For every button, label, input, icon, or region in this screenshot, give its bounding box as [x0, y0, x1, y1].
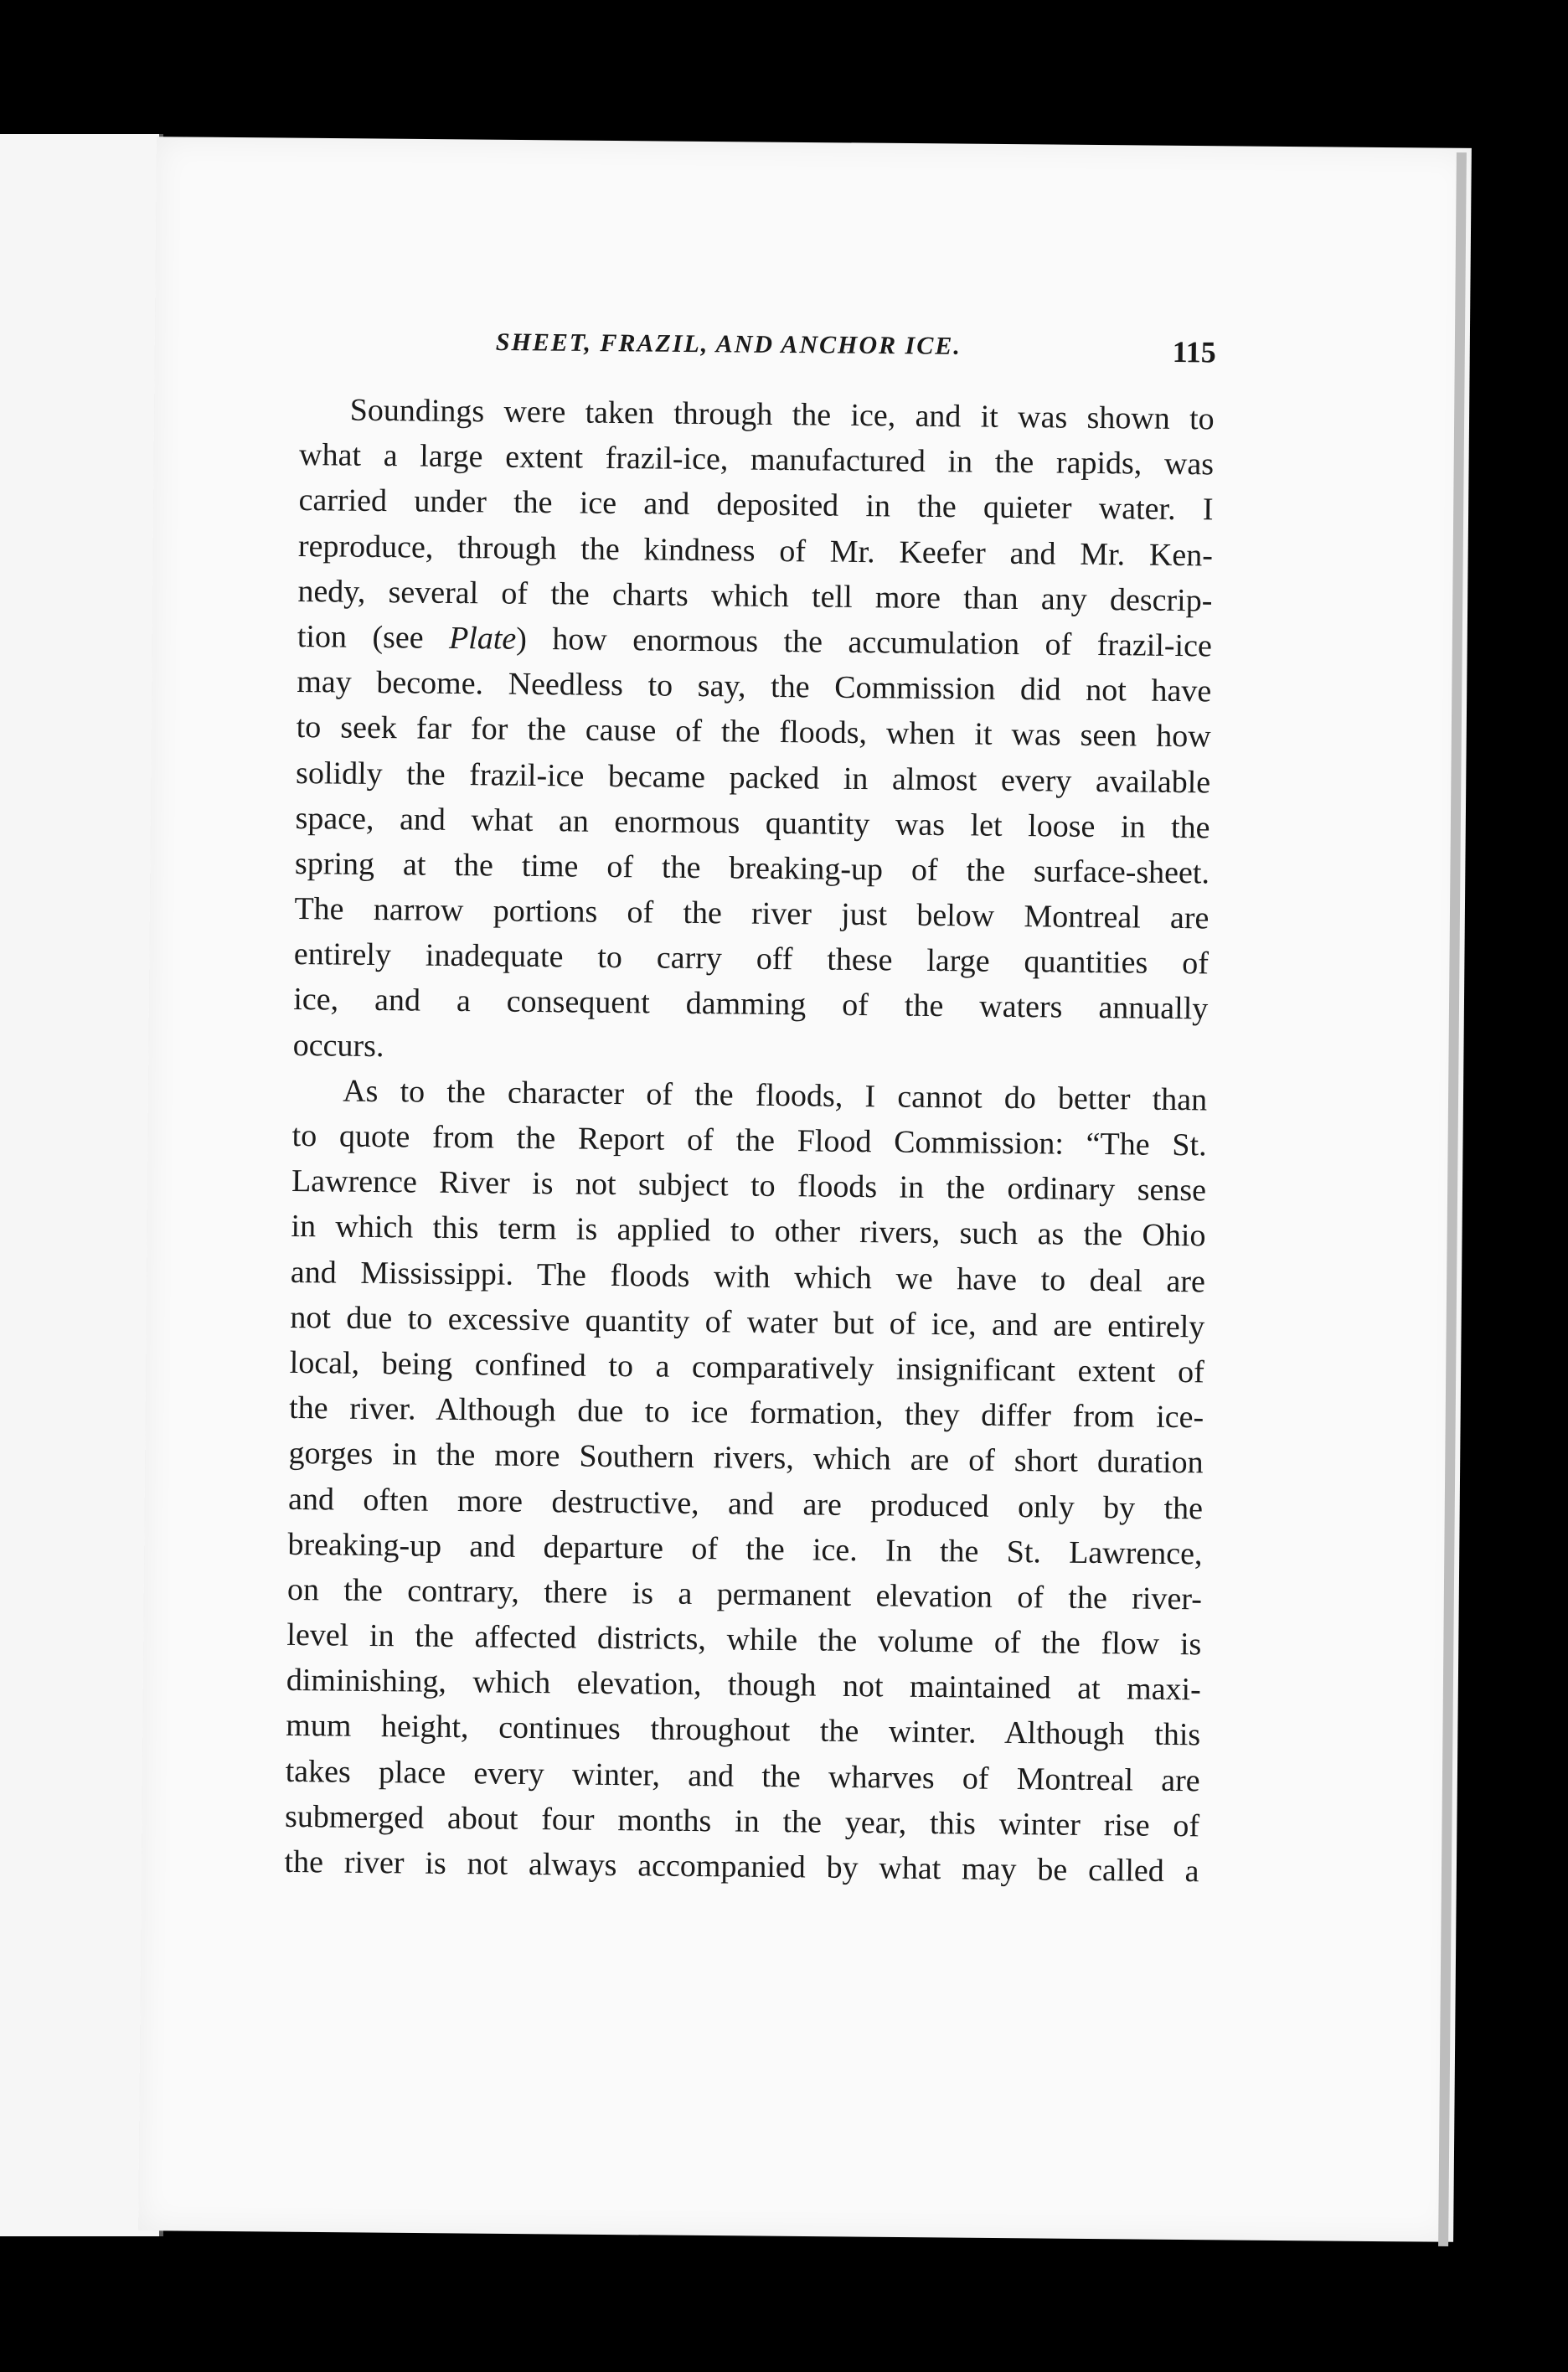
text-line: ice, and a consequent damming of the waters annually: [293, 982, 1209, 1027]
running-head-title: SHEET, FRAZIL, AND ANCHOR ICE.: [495, 328, 962, 360]
paragraph-1: [292, 387, 1214, 1077]
text-line: spring at the time of the breaking-up of the surface-sheet.: [294, 845, 1210, 891]
text-line: level in the affected districts, while the volume of the flow is: [286, 1617, 1202, 1663]
text-line: The narrow portions of the river just below Montreal are: [294, 891, 1210, 936]
text-line: occurs.: [292, 1027, 384, 1064]
text-line: mum height, continues throughout the winter. Although this: [286, 1708, 1201, 1753]
text-line: and Mississippi. The floods with which we have to deal are: [290, 1254, 1206, 1299]
page-number: 115: [1172, 335, 1216, 369]
text-line: tion (see Plate) how enormous the accumulation of frazil-ice: [297, 618, 1213, 664]
paragraph-2: [284, 1068, 1207, 1895]
text-line: Soundings were taken through the ice, and it was shown to: [349, 392, 1215, 437]
text-line: to seek far for the cause of the floods, when it was seen how: [296, 709, 1211, 755]
text-line: breaking-up and departure of the ice. In the St. Lawrence,: [287, 1526, 1203, 1572]
italic-word: Plate: [448, 620, 517, 657]
text-line: diminishing, which elevation, though not maintained at maxi-: [286, 1663, 1201, 1708]
text-line: takes place every winter, and the wharves of Montreal are: [285, 1753, 1200, 1798]
text-line: not due to excessive quantity of water but of ice, and are entirely: [290, 1299, 1205, 1345]
text-line: and often more destructive, and are produced only by the: [287, 1481, 1204, 1526]
text-line: Lawrence River is not subject to floods in the ordinary sense: [291, 1163, 1207, 1209]
text-line: in which this term is applied to other rivers, such as the Ohio: [291, 1209, 1206, 1254]
text-line: gorges in the more Southern rivers, which are of short duration: [288, 1436, 1204, 1481]
text-line: entirely inadequate to carry off these large quantities of: [293, 936, 1210, 982]
text-line: local, being confined to a comparatively insignificant extent of: [289, 1344, 1204, 1390]
text-line: the river. Although due to ice formation, they differ from ice-: [289, 1390, 1204, 1436]
running-head: [496, 328, 1216, 377]
text-line: submerged about four months in the year, this winter rise of: [284, 1798, 1200, 1844]
text-line: space, and what an enormous quantity was let loose in the: [295, 800, 1210, 846]
text-line: the river is not always accompanied by what may be called a: [284, 1843, 1199, 1890]
text-line: on the contrary, there is a permanent elevation of the river-: [286, 1571, 1203, 1617]
text-line: what a large extent frazil-ice, manufactured in the rapids, was: [298, 437, 1215, 482]
text-line: to quote from the Report of the Flood Commission: “The St.: [291, 1117, 1207, 1163]
text-line: As to the character of the floods, I cannot do better than: [342, 1073, 1208, 1118]
body-text: [284, 387, 1215, 1895]
text-line: carried under the ice and deposited in the quieter water. I: [298, 482, 1214, 528]
text-line: reproduce, through the kindness of Mr. Keefer and Mr. Ken-: [297, 528, 1214, 573]
facing-page-edge: [0, 134, 163, 2236]
text-line: nedy, several of the charts which tell more than any descrip-: [297, 573, 1213, 619]
text-line: solidly the frazil-ice became packed in almost every available: [295, 755, 1211, 800]
text-line: may become. Needless to say, the Commission did not have: [297, 664, 1212, 709]
